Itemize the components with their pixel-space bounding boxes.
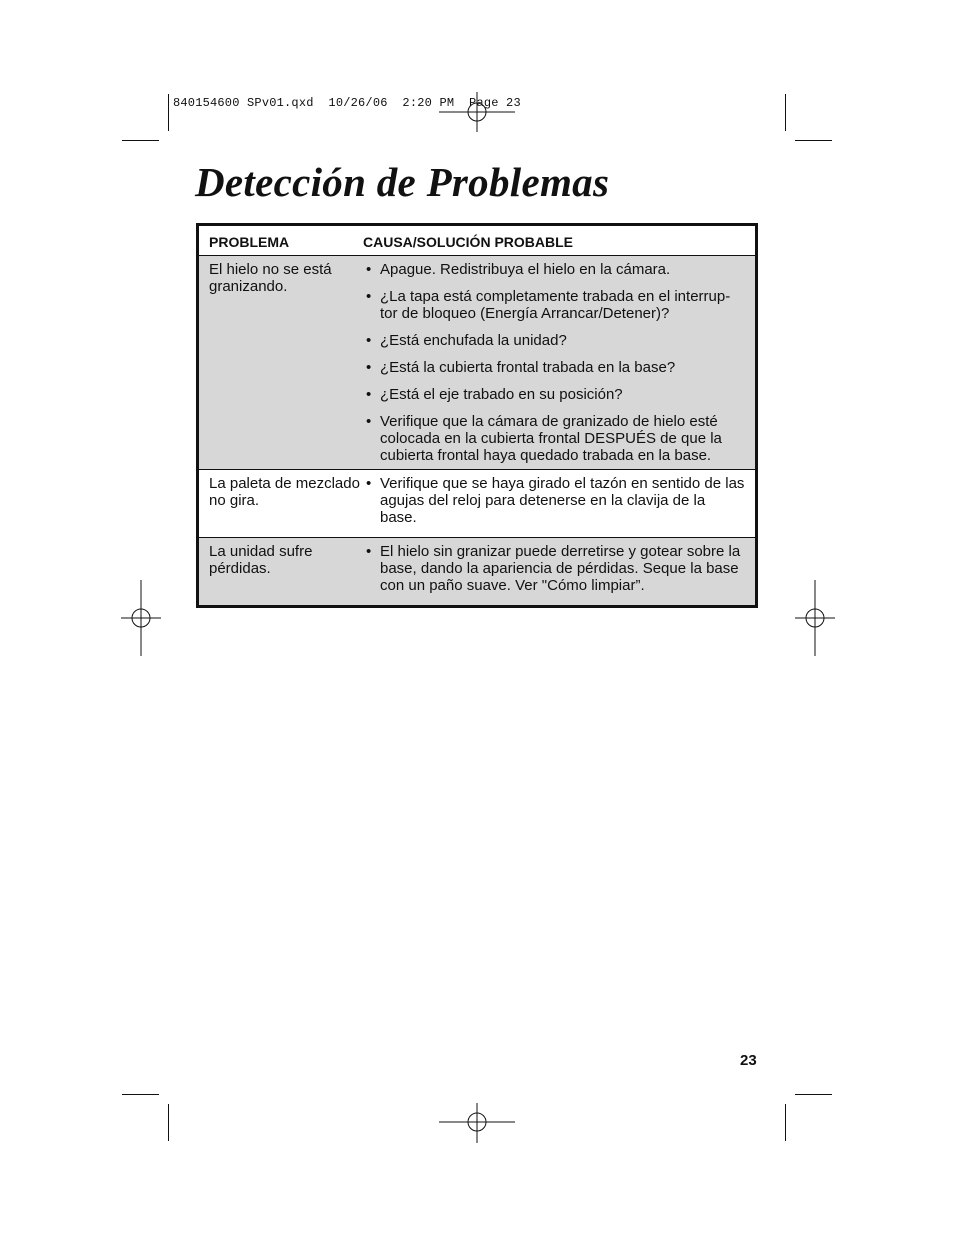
cause-text: Apague. Redistribuya el hielo en la cámara. [380,261,671,278]
table-row [199,256,755,470]
cause-cell [363,470,755,537]
cause-item [363,288,745,322]
header-cause: CAUSA/SOLUCIÓN PROBABLE [363,234,574,250]
bullet-icon: • [366,359,372,376]
registration-mark-bottom-icon [439,1103,515,1143]
bullet-icon: • [366,386,372,403]
bullet-icon: • [366,475,372,492]
cause-text: El hielo sin granizar puede derretirse y gotear sobre la base, dando la apariencia de pérdidas. Seque la base con un paño suave. Ver "Cómo limpiar”. [380,543,741,594]
page-number: 23 [740,1052,757,1069]
crop-mark-top-left-horizontal [122,140,159,141]
bullet-icon: • [366,288,372,305]
bullet-icon: • [366,413,372,430]
crop-mark-bottom-left-horizontal [122,1094,159,1095]
registration-mark-top-icon [439,92,515,132]
problem-cell: La unidad sufre pérdidas. [209,543,313,577]
crop-mark-bottom-right-vertical [785,1104,786,1141]
cause-cell [363,538,755,605]
registration-mark-right-icon [795,580,835,656]
crop-mark-bottom-right-horizontal [795,1094,832,1095]
cause-item [363,386,745,403]
cause-item [363,413,745,464]
cause-cell [363,256,755,469]
cause-item [363,261,745,278]
cause-text: ¿La tapa está completamente trabada en el interrup-tor de bloqueo (Energía Arrancar/Detener)? [380,288,731,322]
cause-text: ¿Está enchufada la unidad? [380,332,567,349]
page-title: Detección de Problemas [195,159,610,205]
cause-text: ¿Está el eje trabado en su posición? [380,386,623,403]
cause-item [363,332,745,349]
bullet-icon: • [366,543,372,560]
cause-item [363,543,745,594]
bullet-icon: • [366,261,372,278]
table-row [199,470,755,538]
registration-mark-left-icon [121,580,161,656]
problem-cell: El hielo no se está granizando. [209,261,332,295]
crop-mark-top-right-horizontal [795,140,832,141]
table-row [199,538,755,605]
bullet-icon: • [366,332,372,349]
table-header [199,226,755,256]
cause-text: Verifique que se haya girado el tazón en sentido de las agujas del reloj para detenerse en la clavija de la base. [380,475,745,526]
crop-mark-top-right-vertical [785,94,786,131]
header-problem: PROBLEMA [209,234,290,250]
cause-item [363,475,745,526]
problem-cell: La paleta de mezclado no gira. [209,475,360,509]
troubleshooting-table [196,223,758,608]
crop-mark-bottom-left-vertical [168,1104,169,1141]
cause-text: ¿Está la cubierta frontal trabada en la base? [380,359,676,376]
crop-mark-top-left-vertical [168,94,169,131]
cause-item [363,359,745,376]
cause-text: Verifique que la cámara de granizado de hielo esté colocada en la cubierta frontal DESPUÉS de que la cubierta frontal haya quedado trabada en la base. [380,413,722,464]
print-slug: 840154600 SPv01.qxd 10/26/06 2:20 PM Page 23 [173,96,521,110]
